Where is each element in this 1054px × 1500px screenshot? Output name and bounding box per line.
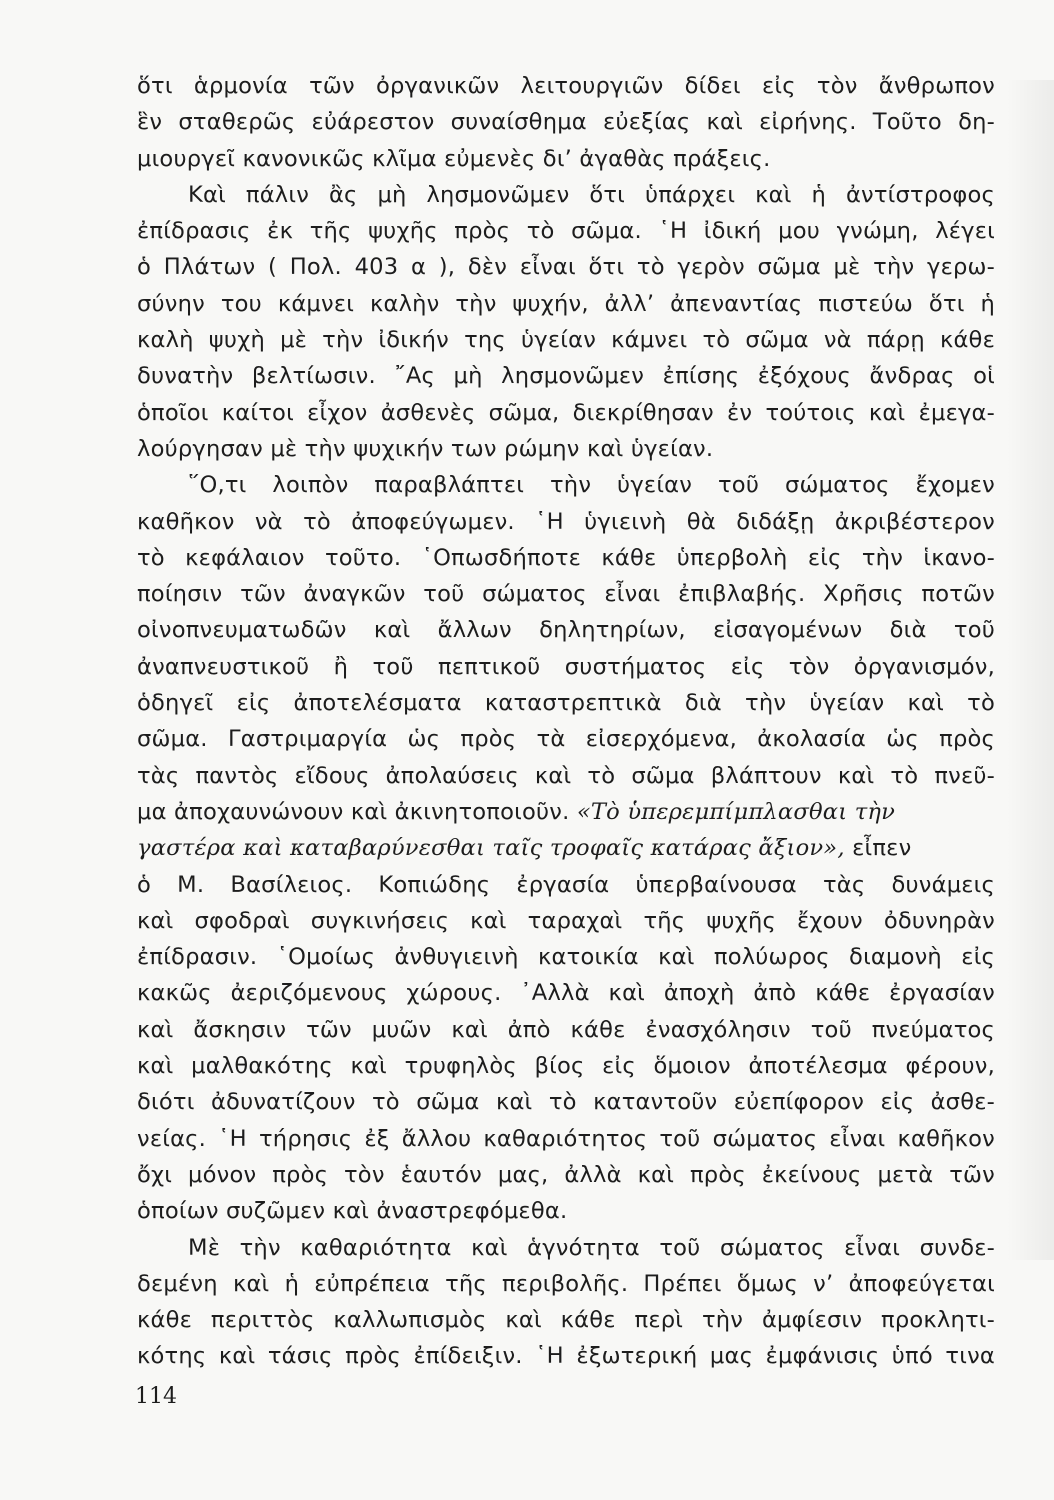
text-line: μιουργεῖ κανονικῶς κλῖμα εὐμενὲς δι’ ἀγαθὰς πράξεις.	[137, 145, 771, 172]
page-number: 114	[135, 1384, 177, 1409]
quote-segment: «Τὸ ὑπερεμπίμπλασθαι τὴν	[576, 798, 896, 825]
text-line: καθῆκον νὰ τὸ ἀποφεύγωμεν. ῾Η ὑγιεινὴ θὰ διδάξῃ ἀκριβέστερον	[137, 508, 995, 535]
paragraph-start-line: Μὲ τὴν καθαριότητα καὶ ἁγνότητα τοῦ σώματος εἶναι συνδε-	[188, 1234, 995, 1261]
text-line: κακῶς ἀεριζόμενους χώρους. ᾿Αλλὰ καὶ ἀποχὴ ἀπὸ κάθε ἐργασίαν	[137, 980, 995, 1007]
text-line: λούργησαν μὲ τὴν ψυχικήν των ρώμην καὶ ὑγείαν.	[137, 435, 714, 462]
text-line: κότης καὶ τάσις πρὸς ἐπίδειξιν. ῾Η ἐξωτερική μας ἐμφάνισις ὑπό τινα	[137, 1343, 995, 1370]
text-segment: μα ἀποχαυνώνουν καὶ ἀκινητοποιοῦν.	[137, 798, 570, 825]
paragraph-start-line: Καὶ πάλιν ἂς μὴ λησμονῶμεν ὅτι ὑπάρχει καὶ ἡ ἀντίστροφος	[188, 181, 995, 208]
text-line: δεμένη καὶ ἡ εὐπρέπεια τῆς περιβολῆς. Πρέπει ὅμως ν’ ἀποφεύγεται	[137, 1270, 995, 1297]
text-line: ἀναπνευστικοῦ ἢ τοῦ πεπτικοῦ συστήματος εἰς τὸν ὀργανισμόν,	[137, 653, 995, 680]
text-line: σύνην του κάμνει καλὴν τὴν ψυχήν, ἀλλ’ ἀπεναντίας πιστεύω ὅτι ἡ	[137, 290, 995, 317]
text-line: σῶμα. Γαστριμαργία ὡς πρὸς τὰ εἰσερχόμενα, ἀκολασία ὡς πρὸς	[137, 726, 995, 753]
text-line: δυνατὴν βελτίωσιν. ῎Ας μὴ λησμονῶμεν ἐπίσης ἐξόχους ἄνδρας οἱ	[137, 363, 995, 390]
text-line: καὶ ἄσκησιν τῶν μυῶν καὶ ἀπὸ κάθε ἐνασχόλησιν τοῦ πνεύματος	[137, 1016, 995, 1043]
text-line: ἐπίδρασιν. ῾Ομοίως ἀνθυγιεινὴ κατοικία καὶ πολύωρος διαμονὴ εἰς	[137, 944, 995, 971]
text-line: ὁ Πλάτων ( Πολ. 403 α ), δὲν εἶναι ὅτι τὸ γερὸν σῶμα μὲ τὴν γερω-	[137, 254, 995, 281]
paragraph-start-line: ῞Ο,τι λοιπὸν παραβλάπτει τὴν ὑγείαν τοῦ σώματος ἔχομεν	[188, 472, 995, 499]
quote-segment: γαστέρα καὶ καταβαρύνεσθαι ταῖς τροφαῖς κατάρας ἄξιον»,	[137, 835, 845, 862]
text-line: ἐπίδρασις ἐκ τῆς ψυχῆς πρὸς τὸ σῶμα. ῾Η ἰδική μου γνώμη, λέγει	[137, 218, 995, 245]
text-line: ὁδηγεῖ εἰς ἀποτελέσματα καταστρεπτικὰ διὰ τὴν ὑγείαν καὶ τὸ	[137, 690, 995, 717]
body-text	[137, 68, 995, 1375]
text-line: καὶ σφοδραὶ συγκινήσεις καὶ ταραχαὶ τῆς ψυχῆς ἔχουν ὀδυνηρὰν	[137, 907, 995, 934]
text-line: τὸ κεφάλαιον τοῦτο. ῾Οπωσδήποτε κάθε ὑπερβολὴ εἰς τὴν ἱκανο-	[137, 544, 995, 571]
text-line: ὁ Μ. Βασίλειος. Κοπιώδης ἐργασία ὑπερβαίνουσα τὰς δυνάμεις	[137, 871, 995, 898]
text-line: διότι ἀδυνατίζουν τὸ σῶμα καὶ τὸ καταντοῦν εὐεπίφορον εἰς ἀσθε-	[137, 1089, 995, 1116]
text-line: ὁποῖοι καίτοι εἶχον ἀσθενὲς σῶμα, διεκρίθησαν ἐν τούτοις καὶ ἐμεγα-	[137, 399, 995, 426]
text-segment: εἶπεν	[852, 835, 912, 862]
text-line-with-quote	[137, 794, 995, 830]
text-line: οἰνοπνευματωδῶν καὶ ἄλλων δηλητηρίων, εἰσαγομένων διὰ τοῦ	[137, 617, 995, 644]
text-line: ἓν σταθερῶς εὐάρεστον συναίσθημα εὐεξίας καὶ εἰρήνης. Τοῦτο δη-	[137, 109, 995, 136]
page-edge-shadow	[1006, 80, 1054, 1260]
text-line: τὰς παντὸς εἴδους ἀπολαύσεις καὶ τὸ σῶμα βλάπτουν καὶ τὸ πνεῦ-	[137, 762, 995, 789]
text-line: καλὴ ψυχὴ μὲ τὴν ἰδικήν της ὑγείαν κάμνει τὸ σῶμα νὰ πάρῃ κάθε	[137, 327, 995, 354]
text-line: ὁποίων συζῶμεν καὶ ἀναστρεφόμεθα.	[137, 1198, 568, 1225]
text-line: ὄχι μόνον πρὸς τὸν ἑαυτόν μας, ἀλλὰ καὶ πρὸς ἐκείνους μετὰ τῶν	[137, 1161, 995, 1188]
text-line: ποίησιν τῶν ἀναγκῶν τοῦ σώματος εἶναι ἐπιβλαβής. Χρῆσις ποτῶν	[137, 581, 995, 608]
text-line-with-quote	[137, 830, 995, 866]
text-line: κάθε περιττὸς καλλωπισμὸς καὶ κάθε περὶ τὴν ἀμφίεσιν προκλητι-	[137, 1307, 995, 1334]
text-line: ὅτι ἁρμονία τῶν ὀργανικῶν λειτουργιῶν δίδει εἰς τὸν ἄνθρωπον	[137, 73, 995, 99]
text-line: νείας. ῾Η τήρησις ἐξ ἄλλου καθαριότητος τοῦ σώματος εἶναι καθῆκον	[137, 1125, 995, 1152]
text-line: καὶ μαλθακότης καὶ τρυφηλὸς βίος εἰς ὅμοιον ἀποτέλεσμα φέρουν,	[137, 1053, 995, 1080]
